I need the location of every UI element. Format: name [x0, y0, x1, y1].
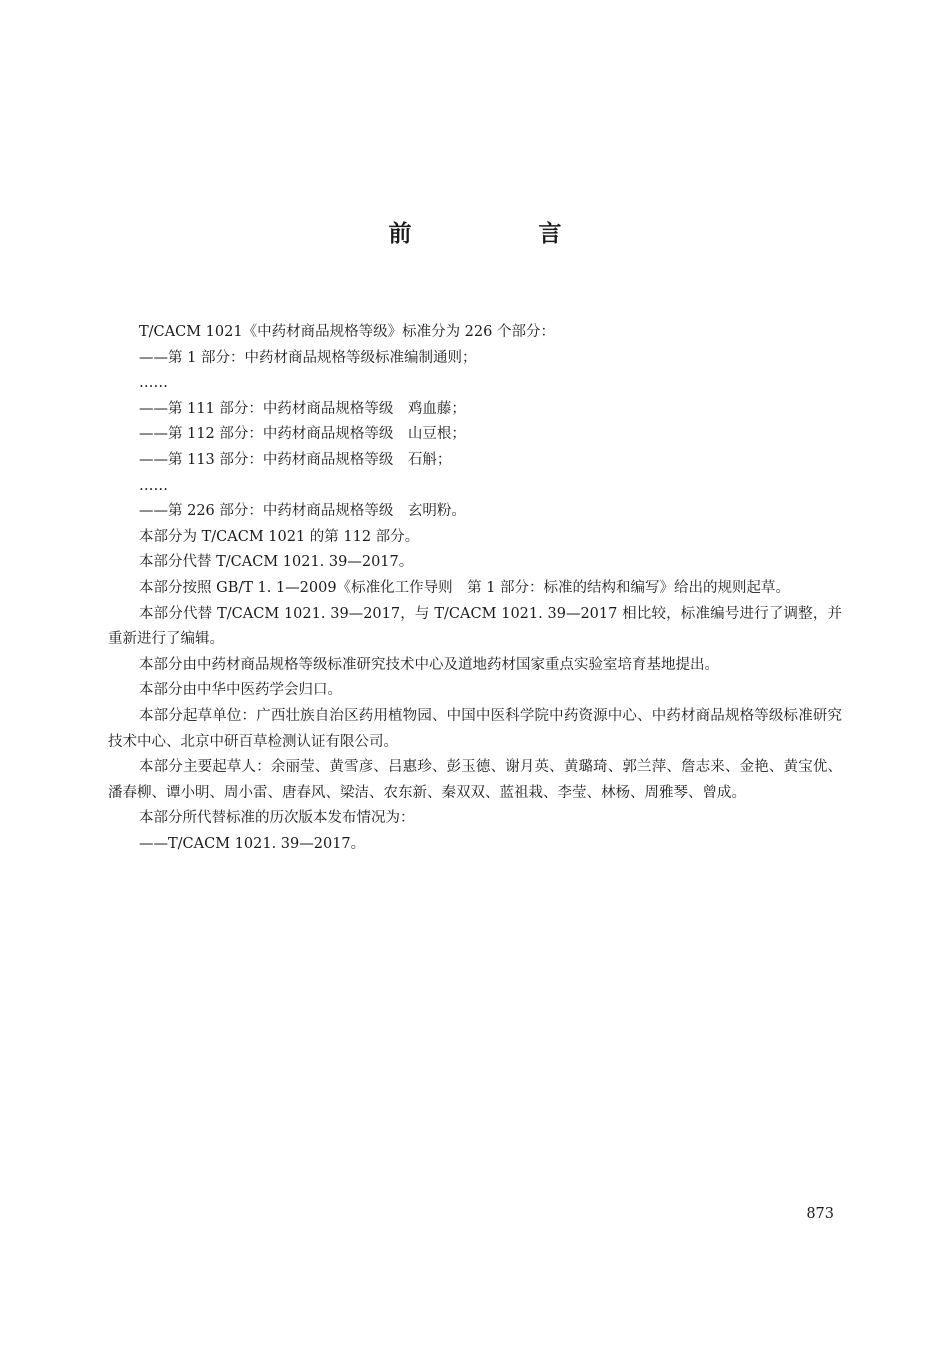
paragraph-version-history: 本部分所代替标准的历次版本发布情况为： [139, 810, 415, 827]
ellipsis-line: …… [139, 477, 168, 494]
page-title: 前 言 [388, 221, 614, 247]
page-number: 873 [806, 1206, 834, 1222]
list-item-part-111: ——第 111 部分：中药材商品规格等级 鸡血藤； [139, 400, 466, 417]
paragraph-replaces: 本部分代替 T/CACM 1021. 39—2017。 [139, 554, 414, 571]
paragraph-this-part: 本部分为 T/CACM 1021 的第 112 部分。 [139, 528, 420, 545]
ellipsis-line: …… [139, 375, 168, 392]
paragraph-standard-parts: T/CACM 1021《中药材商品规格等级》标准分为 226 个部分： [139, 324, 555, 340]
list-item-previous-version: ——T/CACM 1021. 39—2017。 [139, 835, 366, 852]
paragraph-drafting-units: 本部分起草单位：广西壮族自治区药用植物园、中国中医科学院中药资源中心、中药材商品规格等级标准研究技术中心、北京中研百草检测认证有限公司。 [108, 707, 842, 750]
list-item-part-112: ——第 112 部分：中药材商品规格等级 山豆根； [139, 426, 466, 443]
list-item-part-226: ——第 226 部分：中药材商品规格等级 玄明粉。 [139, 503, 466, 520]
list-item-part-1: ——第 1 部分：中药材商品规格等级标准编制通则； [139, 349, 477, 366]
paragraph-drafters: 本部分主要起草人：余丽莹、黄雪彦、吕惠珍、彭玉德、谢月英、黄璐琦、郭兰萍、詹志来、金艳、黄宝优、潘春柳、谭小明、周小雷、唐春风、梁洁、农东新、秦双双、蓝祖栽、李莹、林杨、周雅琴、曾成。 [108, 759, 842, 801]
paragraph-changes: 本部分代替 T/CACM 1021. 39—2017，与 T/CACM 1021. 39—2017 相比较，标准编号进行了调整，并重新进行了编辑。 [108, 605, 842, 648]
paragraph-drafting-rules: 本部分按照 GB/T 1. 1—2009《标准化工作导则 第 1 部分：标准的结构和编写》给出的规则起草。 [139, 579, 791, 596]
document-body [108, 320, 842, 857]
list-item-part-113: ——第 113 部分：中药材商品规格等级 石斛； [139, 451, 452, 468]
paragraph-managed-by: 本部分由中华中医药学会归口。 [139, 682, 342, 699]
paragraph-proposed-by: 本部分由中药材商品规格等级标准研究技术中心及道地药材国家重点实验室培育基地提出。 [139, 656, 719, 673]
